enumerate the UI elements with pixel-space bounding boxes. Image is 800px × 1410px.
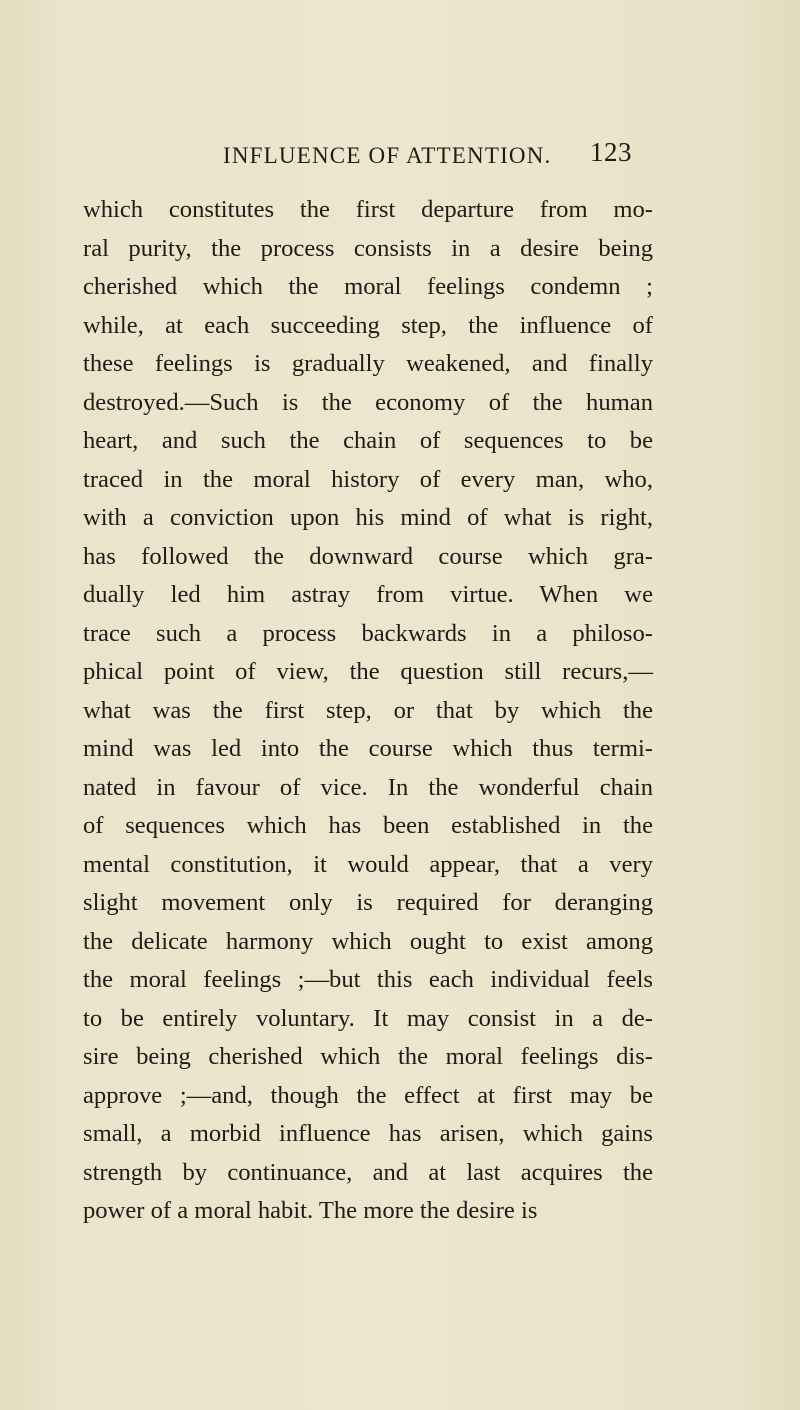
text-line: power of a moral habit. The more the desire is — [83, 1197, 538, 1224]
text-line: mental constitution, it would appear, that a very — [83, 850, 653, 878]
text-line: phical point of view, the question still recurs,— — [83, 658, 653, 685]
text-line: dually led him astray from virtue. When we — [83, 581, 653, 608]
text-line: mind was led into the course which thus termi- — [83, 735, 653, 762]
text-line: of sequences which has been established in the — [83, 812, 653, 839]
text-line: which constitutes the first departure from mo- — [83, 196, 653, 223]
body-text — [83, 191, 653, 1231]
text-line: slight movement only is required for deranging — [83, 889, 653, 916]
text-line: these feelings is gradually weakened, and finally — [83, 350, 653, 377]
text-line: small, a morbid influence has arisen, which gains — [83, 1120, 653, 1147]
text-line: trace such a process backwards in a philoso- — [83, 619, 653, 647]
text-line: the delicate harmony which ought to exist among — [83, 927, 653, 955]
text-line: ral purity, the process consists in a desire being — [83, 234, 653, 262]
text-line: traced in the moral history of every man, who, — [83, 465, 653, 493]
text-line: cherished which the moral feelings condemn ; — [83, 273, 653, 300]
text-line: nated in favour of vice. In the wonderful chain — [83, 773, 653, 801]
text-line: while, at each succeeding step, the influence of — [83, 311, 653, 339]
text-line: strength by continuance, and at last acquires the — [83, 1158, 653, 1186]
running-head — [0, 137, 800, 177]
text-line: to be entirely voluntary. It may consist in a de- — [83, 1004, 653, 1032]
text-line: destroyed.—Such is the economy of the human — [83, 388, 653, 416]
text-line: with a conviction upon his mind of what is right, — [83, 504, 653, 531]
text-line: heart, and such the chain of sequences to be — [83, 427, 653, 454]
text-line: the moral feelings ;—but this each individual feels — [83, 966, 653, 993]
text-line: approve ;—and, though the effect at first may be — [83, 1081, 653, 1109]
text-line: what was the first step, or that by which the — [83, 696, 653, 724]
running-title: INFLUENCE OF ATTENTION. — [223, 143, 552, 168]
page-number: 123 — [590, 137, 632, 167]
text-line: has followed the downward course which gra- — [83, 542, 653, 570]
text-line: sire being cherished which the moral feelings dis- — [83, 1043, 653, 1070]
